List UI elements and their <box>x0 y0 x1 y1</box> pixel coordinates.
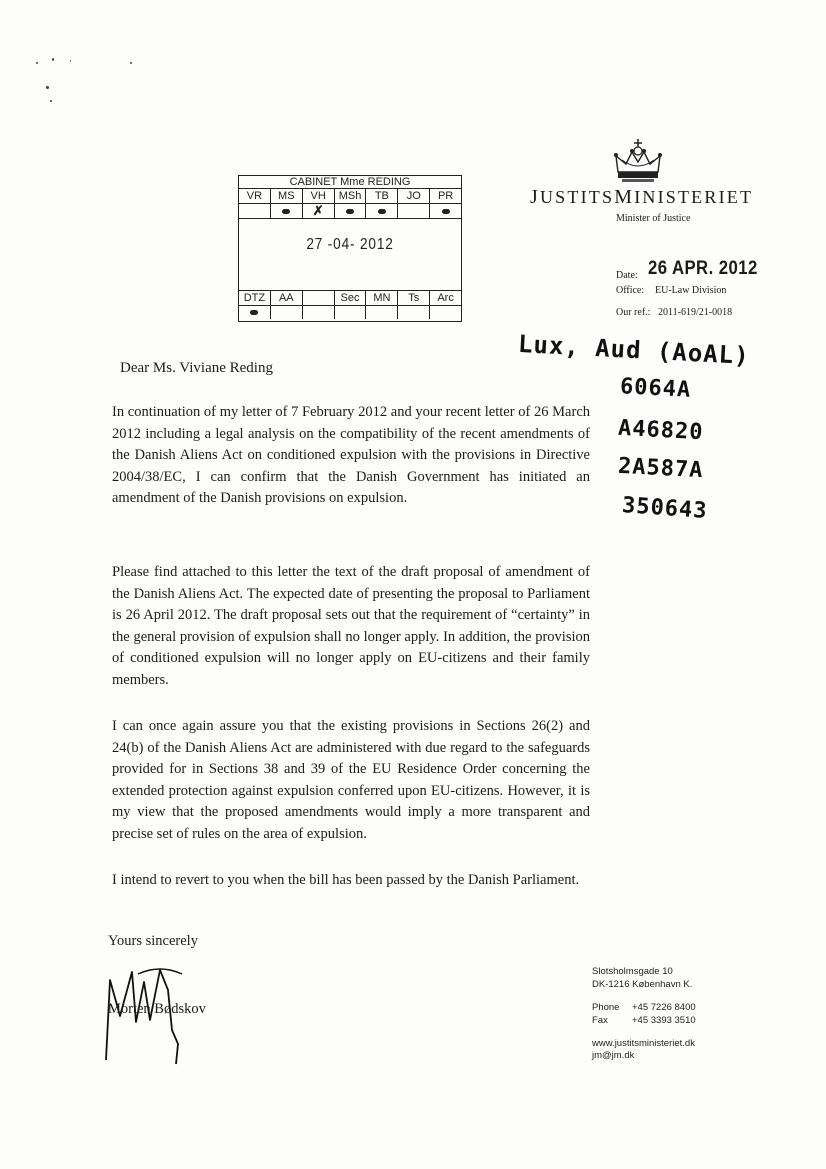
stamp-cell: Arc <box>437 292 454 304</box>
stamp-cell: DTZ <box>239 291 271 305</box>
stamp-cell: Ts <box>398 291 430 305</box>
stamp-bottom-label-row <box>239 290 461 306</box>
handwritten-note-line: 350643 <box>621 493 709 524</box>
stamp-cell: AA <box>271 291 303 305</box>
stamp-cell: TB <box>366 189 398 203</box>
salutation: Dear Ms. Viviane Reding <box>120 360 273 376</box>
stamp-cell: VH <box>303 189 335 203</box>
stamp-top-mark-row <box>239 204 461 219</box>
scan-speck <box>36 62 38 64</box>
stamp-mark-cell <box>398 305 430 319</box>
website-link[interactable]: www.justitsministeriet.dk <box>592 1038 695 1049</box>
date-label: Date: <box>616 270 638 281</box>
address-line: DK-1216 København K. <box>592 979 693 990</box>
closing: Yours sincerely <box>108 933 198 949</box>
scan-speck <box>130 62 132 64</box>
handwritten-note-line: A46820 <box>617 415 705 446</box>
body-paragraph: Please find attached to this letter the text of the draft proposal of amendment of the Danish Aliens Act. The expected date of presenting the proposal to Parliament is 26 April 2012. The draft proposal sets out that the requirement of “certainty” in the general provision of expulsion shall no longer apply. In addition, the provision of conditioned expulsion will no longer apply on EU-citizens and their family members. <box>112 564 590 688</box>
body-paragraph: In continuation of my letter of 7 February 2012 and your recent letter of 26 March 2012 including a legal analysis on the compatibility of the recent amendments of the Danish Aliens Act on conditioned expulsion with the provisions in Directive 2004/38/EC, I can confirm that the Danish Government has initiated an amendment of the Danish provisions on expulsion. <box>112 404 590 507</box>
stamp-mark-cell <box>366 305 398 319</box>
email-link[interactable]: jm@jm.dk <box>592 1050 635 1061</box>
phone-number: +45 7226 8400 <box>632 1002 696 1013</box>
date-stamp: 26 APR. 2012 <box>648 258 758 279</box>
stamp-cell: JO <box>398 189 430 203</box>
stamp-mark-cell <box>430 305 461 319</box>
ministry-role: Minister of Justice <box>616 213 691 224</box>
stamp-bottom-mark-row <box>239 305 461 319</box>
scan-speck <box>52 58 54 61</box>
stamp-mark <box>282 209 290 214</box>
stamp-cell: MSh <box>335 189 367 203</box>
stamp-mark-cell <box>335 204 367 218</box>
stamp-cross-mark: ✗ <box>312 203 324 218</box>
stamp-cell: Sec <box>335 291 367 305</box>
ministry-name-part: USTITS <box>539 187 615 207</box>
stamp-mark-cell <box>303 204 335 218</box>
stamp-mark-cell <box>430 204 461 218</box>
stamp-cell: VR <box>239 189 271 203</box>
signer-name: Morten Bødskov <box>108 1001 206 1017</box>
stamp-received-date: 27 -04- 2012 <box>306 236 394 253</box>
handwritten-note-line: 2A587A <box>617 453 705 484</box>
handwritten-note-line: Lux, Aud (AoAL) <box>517 329 751 371</box>
ministry-name <box>530 186 753 209</box>
scan-speck <box>70 60 71 62</box>
ministry-initial: J <box>530 186 540 208</box>
stamp-mark-cell <box>239 305 271 319</box>
handwritten-note-line: 6064A <box>619 374 692 403</box>
stamp-top-label-row <box>239 189 461 204</box>
office-value: EU-Law Division <box>655 285 727 296</box>
stamp-cell: MN <box>366 291 398 305</box>
office-label: Office: <box>616 285 645 296</box>
body-paragraph: I intend to revert to you when the bill has been passed by the Danish Parliament. <box>112 872 580 888</box>
stamp-mark-cell <box>271 305 303 319</box>
stamp-cell: PR <box>437 190 454 202</box>
stamp-mark-cell <box>271 204 303 218</box>
stamp-mark-cell <box>398 204 430 218</box>
stamp-mark <box>442 209 450 214</box>
fax-label: Fax <box>592 1015 608 1026</box>
body-paragraph: I can once again assure you that the existing provisions in Sections 26(2) and 24(b) of the Danish Aliens Act are administered with due regard to the safeguards provided for in Sections 38 and 39 of the EU Residence Order concerning the extended protection against expulsion conferred upon EU-citizens. However, it is my view that the proposed amendments would imply a more transparent and precise set of rules on the area of expulsion. <box>112 718 590 842</box>
stamp-cell <box>303 291 335 305</box>
stamp-title: CABINET Mme REDING <box>239 176 461 189</box>
stamp-mark-cell <box>239 204 271 218</box>
fax-number: +45 3393 3510 <box>632 1015 696 1026</box>
stamp-mark <box>378 209 386 214</box>
address-line: Slotsholmsgade 10 <box>592 966 673 977</box>
stamp-mark <box>250 310 258 315</box>
stamp-mark <box>346 209 354 214</box>
stamp-mark-cell <box>366 204 398 218</box>
ministry-name-tail: INISTERIET <box>634 187 754 207</box>
cabinet-reception-stamp <box>238 175 462 322</box>
scan-speck <box>50 100 52 102</box>
scan-speck <box>46 86 49 89</box>
royal-crown-crest-icon <box>612 138 664 184</box>
stamp-cell: MS <box>271 189 303 203</box>
reference-label: Our ref.: <box>616 307 651 318</box>
reference-value: 2011-619/21-0018 <box>658 307 733 318</box>
phone-label: Phone <box>592 1002 620 1013</box>
stamp-mark-cell <box>303 305 335 319</box>
stamp-mark-cell <box>335 305 367 319</box>
ministry-initial-2: M <box>614 186 635 208</box>
